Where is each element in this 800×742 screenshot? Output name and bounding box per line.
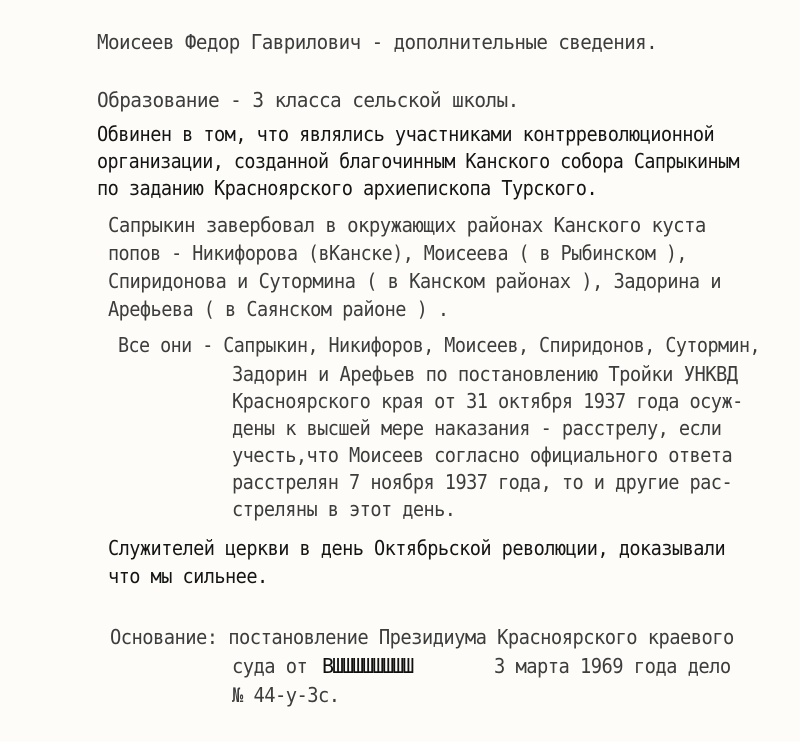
- sentence-line-4: дены к высшей мере наказания - расстрелу, если: [232, 416, 722, 440]
- charge-line-2: организации, созданной благочинным Канского собора Сапрыкиным: [97, 149, 740, 173]
- recruitment-line-1: Сапрыкин завербовал в окружающих районах Канского куста: [108, 213, 706, 237]
- recruitment-line-2: попов - Никифорова (вКанске), Моисеева ( в Рыбинском ),: [108, 241, 687, 265]
- sentence-line-7: стреляны в этот день.: [232, 497, 456, 521]
- basis-line-2-overstrike: ВШШШШШШШШ: [322, 654, 413, 678]
- basis-line-2-date: 3 марта 1969 года дело: [494, 654, 731, 678]
- remark-line-1: Служителей церкви в день Октябрьской революции, доказывали: [108, 536, 726, 560]
- basis-line-1: Основание: постановление Президиума Красноярского краевого: [110, 625, 734, 649]
- sentence-line-3: Красноярского края от 31 октября 1937 года осуж-: [232, 389, 743, 413]
- document-title: Моисеев Федор Гаврилович - дополнительные сведения.: [97, 30, 658, 54]
- recruitment-line-3: Спиридонова и Сутормина ( в Канском районах ), Задорина и: [108, 269, 722, 293]
- charge-line-1: Обвинен в том, что являлись участниками контрреволюционной: [97, 122, 715, 146]
- sentence-line-5: учесть,что Моисеев согласно официального ответа: [232, 443, 733, 467]
- basis-line-2-label: суда от: [232, 654, 308, 678]
- remark-line-2: что мы сильнее.: [108, 564, 268, 588]
- sentence-line-1: Все они - Сапрыкин, Никифоров, Моисеев, Спиридонов, Сутормин,: [118, 333, 761, 357]
- charge-line-3: по заданию Красноярского архиепископа Турского.: [97, 176, 598, 200]
- recruitment-line-4: Арефьева ( в Саянском районе ) .: [108, 297, 449, 321]
- sentence-line-2: Задорин и Арефьев по постановлению Тройки УНКВД: [232, 362, 738, 386]
- basis-line-3: № 44-у-3с.: [232, 683, 340, 707]
- education-line: Образование - 3 класса сельской школы.: [97, 88, 519, 112]
- sentence-line-6: расстрелян 7 ноября 1937 года, то и другие рас-: [232, 470, 733, 494]
